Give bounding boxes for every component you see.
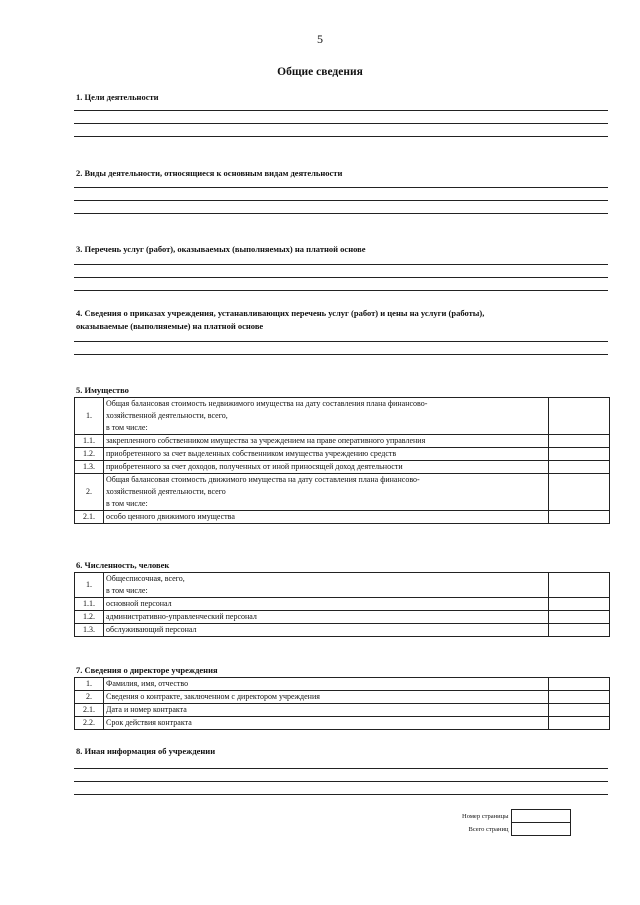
- page-counter-row: [460, 810, 571, 823]
- section-3-line: [74, 277, 608, 278]
- row-number: 2.: [75, 691, 104, 704]
- section-8-line: [74, 794, 608, 795]
- table-row: [75, 448, 610, 461]
- page-counter: [460, 809, 571, 836]
- table-row: [75, 704, 610, 717]
- table-row: [75, 691, 610, 704]
- value-cell[interactable]: [549, 717, 610, 730]
- director-table: [74, 677, 610, 730]
- page-number: 5: [317, 32, 323, 46]
- row-label-line: в том числе:: [106, 423, 148, 432]
- row-number: 1.2.: [75, 611, 104, 624]
- value-cell[interactable]: [549, 448, 610, 461]
- row-label-line: приобретенного за счет выделенных собственником имущества учреждению средств: [106, 449, 397, 458]
- table-row: [75, 398, 610, 435]
- section-3-heading: 3. Перечень услуг (работ), оказываемых (выполняемых) на платной основе: [76, 244, 366, 254]
- row-number: 1.2.: [75, 448, 104, 461]
- section-3-line: [74, 290, 608, 291]
- value-cell[interactable]: [549, 598, 610, 611]
- value-cell[interactable]: [549, 624, 610, 637]
- row-label-line: закрепленного собственником имущества за учреждением на праве оперативного управления: [106, 436, 426, 445]
- row-label-line: хозяйственной деятельности, всего: [106, 487, 226, 496]
- row-label-line: хозяйственной деятельности, всего,: [106, 411, 228, 420]
- row-label: [104, 678, 549, 691]
- row-number: 2.1.: [75, 511, 104, 524]
- section-2-line: [74, 213, 608, 214]
- row-label-line: приобретенного за счет доходов, полученных от иной приносящей доход деятельности: [106, 462, 403, 471]
- section-1-line: [74, 136, 608, 137]
- value-cell[interactable]: [549, 511, 610, 524]
- row-label: [104, 461, 549, 474]
- section-2-heading: 2. Виды деятельности, относящиеся к основным видам деятельности: [76, 168, 343, 178]
- value-cell[interactable]: [549, 398, 610, 435]
- value-cell[interactable]: [549, 435, 610, 448]
- section-4-heading: [76, 307, 596, 333]
- section-8-heading: 8. Иная информация об учреждении: [76, 746, 216, 756]
- table-row: [75, 474, 610, 511]
- row-number: 1.3.: [75, 461, 104, 474]
- row-label: [104, 704, 549, 717]
- value-cell[interactable]: [549, 573, 610, 598]
- table-row: [75, 611, 610, 624]
- row-number: 1.: [75, 573, 104, 598]
- value-cell[interactable]: [549, 474, 610, 511]
- row-label-line: в том числе:: [106, 586, 148, 595]
- value-cell[interactable]: [549, 461, 610, 474]
- section-1-line: [74, 123, 608, 124]
- row-number: 1.3.: [75, 624, 104, 637]
- row-number: 1.: [75, 678, 104, 691]
- table-row: [75, 717, 610, 730]
- row-label-line: особо ценного движимого имущества: [106, 512, 235, 521]
- row-label-line: Фамилия, имя, отчество: [106, 679, 189, 688]
- section-8-line: [74, 768, 608, 769]
- table-row: [75, 461, 610, 474]
- page-number-box[interactable]: [512, 810, 571, 823]
- row-label: [104, 611, 549, 624]
- section-2-line: [74, 187, 608, 188]
- table-row: [75, 573, 610, 598]
- table-row: [75, 511, 610, 524]
- section-7-heading: 7. Сведения о директоре учреждения: [76, 665, 218, 675]
- row-number: 1.1.: [75, 435, 104, 448]
- row-label-line: Срок действия контракта: [106, 718, 192, 727]
- row-number: 1.: [75, 398, 104, 435]
- section-4-heading-line: 4. Сведения о приказах учреждения, устанавливающих перечень услуг (работ) и цены на услуги (работы),: [76, 308, 485, 318]
- row-label: [104, 598, 549, 611]
- row-label-line: Дата и номер контракта: [106, 705, 187, 714]
- row-number: 2.1.: [75, 704, 104, 717]
- row-label-line: Общесписочная, всего,: [106, 574, 185, 583]
- row-label: [104, 474, 549, 511]
- row-label-line: Общая балансовая стоимость недвижимого имущества на дату составления плана финансово-: [106, 399, 428, 408]
- row-label: [104, 624, 549, 637]
- section-5-heading: 5. Имущество: [76, 385, 129, 395]
- row-label-line: Общая балансовая стоимость движимого имущества на дату составления плана финансово-: [106, 475, 420, 484]
- row-label: [104, 573, 549, 598]
- section-4-line: [74, 341, 608, 342]
- table-row: [75, 598, 610, 611]
- row-label-line: в том числе:: [106, 499, 148, 508]
- value-cell[interactable]: [549, 611, 610, 624]
- value-cell[interactable]: [549, 691, 610, 704]
- row-label: [104, 435, 549, 448]
- row-number: 2.2.: [75, 717, 104, 730]
- section-6-heading: 6. Численность, человек: [76, 560, 170, 570]
- page-title: Общие сведения: [277, 66, 363, 78]
- staff-table: [74, 572, 610, 637]
- row-label: [104, 448, 549, 461]
- section-1-heading: 1. Цели деятельности: [76, 92, 159, 102]
- property-table: [74, 397, 610, 524]
- section-1-line: [74, 110, 608, 111]
- section-4-line: [74, 354, 608, 355]
- row-label-line: Сведения о контракте, заключенном с директором учреждения: [106, 692, 320, 701]
- total-pages-box[interactable]: [512, 823, 571, 836]
- row-label-line: административно-управленческий персонал: [106, 612, 257, 621]
- row-number: 2.: [75, 474, 104, 511]
- row-number: 1.1.: [75, 598, 104, 611]
- value-cell[interactable]: [549, 704, 610, 717]
- section-8-line: [74, 781, 608, 782]
- table-row: [75, 435, 610, 448]
- section-4-heading-line: оказываемые (выполняемые) на платной основе: [76, 321, 264, 331]
- row-label: [104, 717, 549, 730]
- table-row: [75, 678, 610, 691]
- section-2-line: [74, 200, 608, 201]
- page-number-label: Номер страницы: [462, 812, 509, 820]
- table-row: [75, 624, 610, 637]
- total-pages-label: Всего страниц: [468, 825, 509, 833]
- row-label-line: обслуживающий персонал: [106, 625, 197, 634]
- section-3-line: [74, 264, 608, 265]
- row-label: [104, 691, 549, 704]
- page-counter-row: [460, 823, 571, 836]
- row-label: [104, 511, 549, 524]
- value-cell[interactable]: [549, 678, 610, 691]
- row-label-line: основной персонал: [106, 599, 172, 608]
- row-label: [104, 398, 549, 435]
